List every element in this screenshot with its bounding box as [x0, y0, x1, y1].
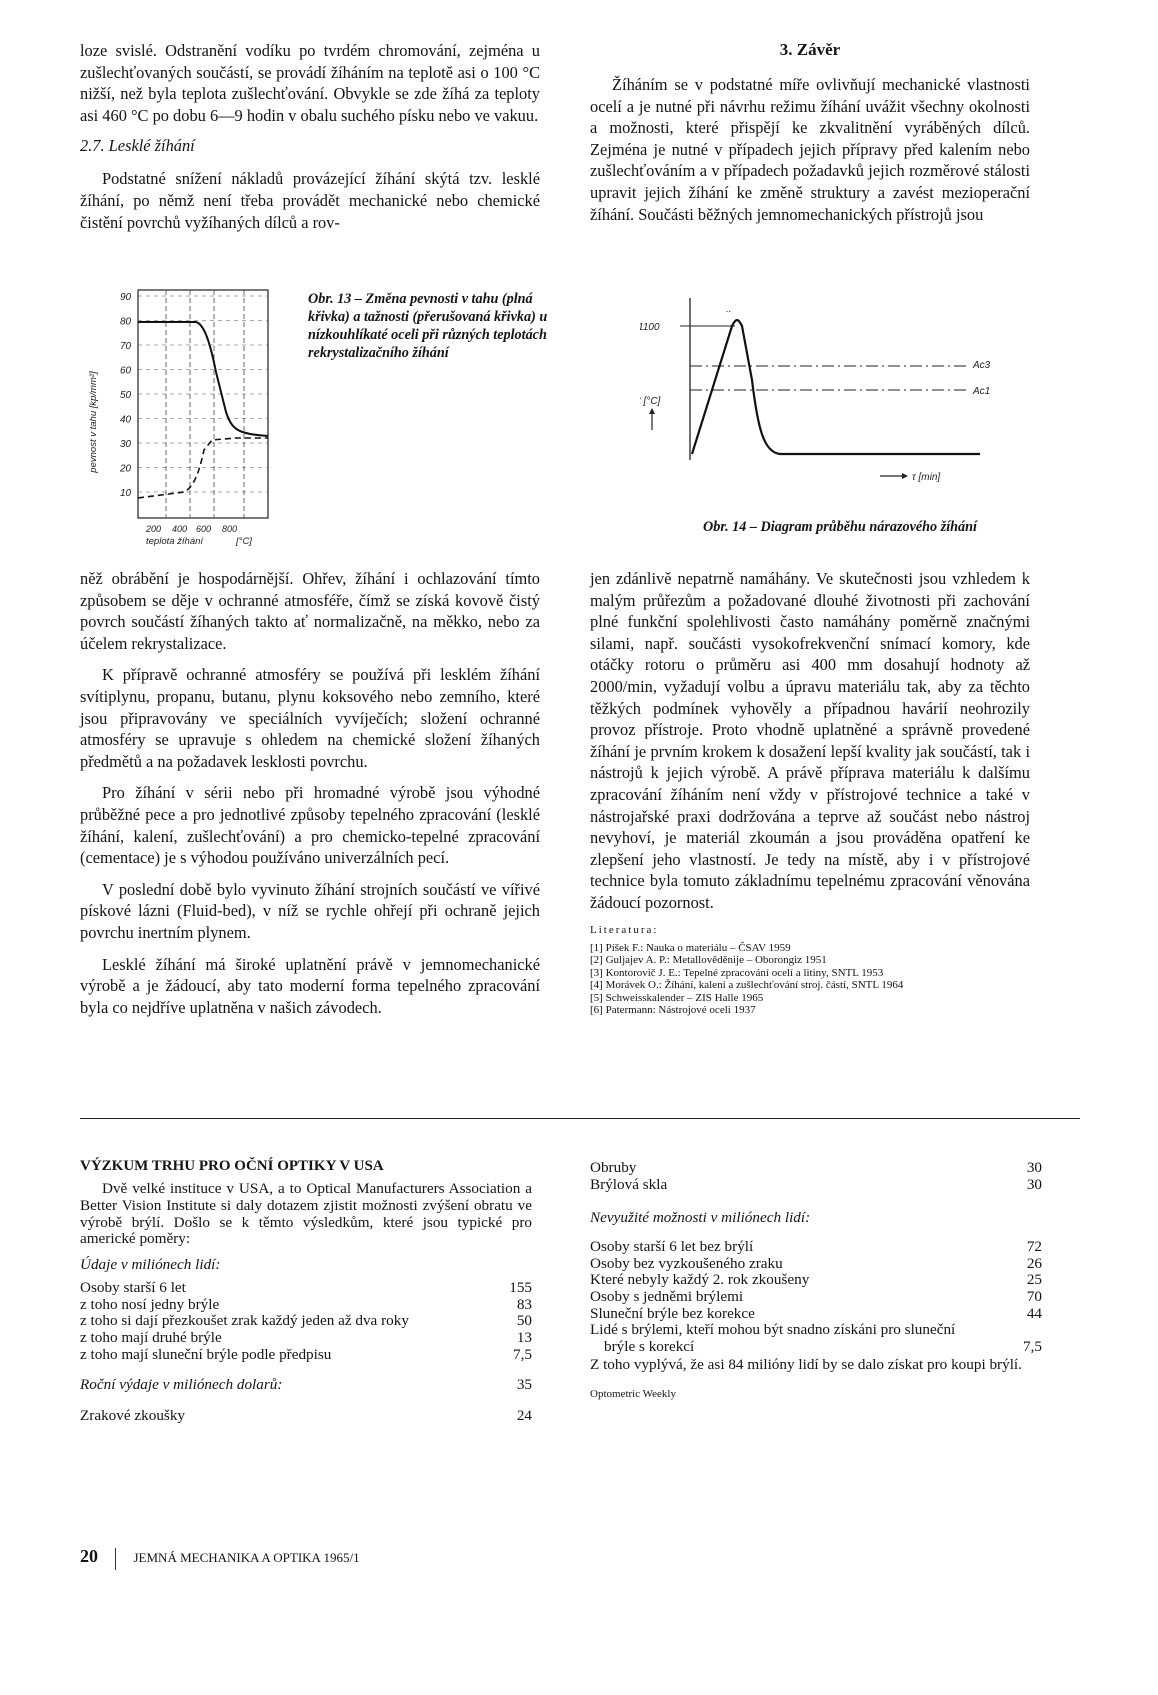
list-item-label: Osoby bez vyzkoušeného zraku: [590, 1254, 783, 1272]
paragraph: K přípravě ochranné atmosféry se používá při lesklém žíhání svítiplynu, propanu, butanu, plynu koksového nebo zemního, které jsou připravovány ve speciálních vyvíječích; složení ochranné atmosféry se upravuje s ohledem na chemické složení žíhaných předmětů a na požadavek lesklosti povrchu.: [80, 665, 540, 771]
list-item: Lidé s brýlemi, kteří mohou být snadno získáni pro sluneční: [590, 1321, 956, 1339]
list-item: [590, 1289, 1042, 1306]
list-item-value: 83: [516, 1295, 532, 1313]
ductility-curve: [138, 438, 268, 498]
paragraph: něž obrábění je hospodárnější. Ohřev, žíhání i ochlazování tímto způsobem se děje v ochranné atmosféře, čímž se získá kovově čistý povrch součástí žíhaných takto ať normalizačně, na měkko, nebo za účelem rekrystalizace.: [80, 569, 540, 653]
list-item-value: 155: [509, 1279, 532, 1297]
list-item: [80, 1330, 532, 1347]
x-tick-label: 800: [222, 524, 238, 534]
y-tick-label: 30: [120, 439, 132, 450]
list-item-value: 30: [1026, 1159, 1042, 1176]
reference-item: [1] Píšek F.: Nauka o materiálu – ČSAV 1959: [590, 941, 791, 954]
y-tick-label: 1100: [640, 322, 660, 333]
col2-bottom: [590, 568, 1030, 1017]
list-item-value: 50: [516, 1312, 532, 1330]
figure-14: [640, 290, 1040, 500]
page-number: 20: [80, 1546, 98, 1566]
section-heading: 2.7. Lesklé žíhání: [80, 136, 195, 156]
x-axis-label: τ [min]: [912, 472, 941, 483]
paragraph: jen zdánlivě nepatrně namáhány. Ve skutečnosti jsou vzhledem k malým průřezům a požadované dlouhé životnosti při zachování plné funkční spolehlivosti často namáhány poměrně značnými silami, např. součásti vysokofrekvenční snímací komory, kde otáčky rotoru o průměru asi 400 mm dosahují hodnoty až 2000/min, vyžadují volbu a úpravu materiálu tak, aby za těchto těžkých podmínek vyhověly a případnou havárií neohrozily provoz přístroje. Proto vhodně uplatněné a správně provedené žíhání je prvním krokem k dosažení lepší kvality jak součástí, tak i nástrojů k jejich výrobě. A právě příprava materiálu k dalšímu zpracování žíháním není vždy v přístrojové technice a také v nástrojařské praxi dodržována a teprve až součást nebo nástroj nevyhoví, je materiál zkoumán a jsou prováděna opatření ke zlepšení jeho vlastností. Je tedy na místě, aby i v přístrojové technice byla tomuto základnímu tepelnému zpracování věnována žádoucí pozornost.: [590, 569, 1030, 912]
list-item: [590, 1160, 1042, 1177]
stats-list: [590, 1160, 1042, 1193]
x-tick-label: 200: [146, 524, 162, 534]
list-item-label: Které nebyly každý 2. rok zkoušeny: [590, 1271, 810, 1289]
list-item: [80, 1297, 532, 1314]
paragraph: V poslední době bylo vyvinuto žíhání strojních součástí ve vířivé pískové lázni (Fluid-bed), v níž se rychle ohřejí při ochraně jejich povrchu inertním plynem.: [80, 879, 540, 942]
list-item-label: z toho si dají přezkoušet zrak každý jeden až dva roky: [80, 1312, 409, 1330]
y-tick-label: 80: [120, 316, 132, 328]
paragraph: Pro žíhání v sérii nebo při hromadné výrobě jsou výhodné průběžné pece a pro jednotlivé způsoby tepelného zpracování (lesklé žíhání, kalení, zušlechťování) a pro chemicko-tepelné zpracování (cementace) je s výhodou používáno univerzálních pecí.: [80, 783, 540, 868]
y-axis-label: t [°C]: [640, 396, 661, 407]
plot-frame: [138, 290, 268, 518]
list-item-label: Osoby starší 6 let: [80, 1279, 186, 1297]
box-conclusion: Z toho vyplývá, že asi 84 milióny lidí by se dalo získat pro koupi brýlí.: [590, 1356, 1022, 1374]
list-item-value: 26: [1026, 1254, 1042, 1272]
list-item-value: 25: [1026, 1271, 1042, 1289]
box-title: VÝZKUM TRHU PRO OČNÍ OPTIKY V USA: [80, 1158, 384, 1174]
y-tick-label: 90: [120, 292, 132, 303]
col1-top: [80, 40, 540, 243]
y-tick-label: 70: [120, 341, 132, 352]
y-tick-label: 10: [120, 488, 132, 499]
figure-14-caption: Obr. 14 – Diagram průběhu nárazového žíhání: [703, 519, 977, 535]
x-tick-label: 600: [196, 524, 212, 534]
list-item-value: 13: [516, 1328, 532, 1346]
box-subheading: Nevyužité možnosti v miliónech lidí:: [590, 1209, 811, 1227]
figure-14-plot: [640, 290, 1040, 500]
stats-list: [80, 1280, 532, 1363]
box-subheading: Roční výdaje v miliónech dolarů:: [80, 1376, 283, 1394]
references-list: [590, 942, 1030, 1018]
y-axis-label: pevnost v tahu [kp/mm²]: [88, 371, 99, 473]
list-item-value: 72: [1026, 1238, 1042, 1256]
y-tick-label: 50: [120, 390, 132, 401]
tensile-strength-curve: [138, 322, 268, 436]
list-item-label: Zrakové zkoušky: [80, 1406, 186, 1424]
figure-13-plot: [86, 282, 296, 557]
list-item-value: 30: [1026, 1175, 1042, 1193]
list-item: [80, 1347, 532, 1364]
y-tick-label: 60: [120, 365, 132, 377]
page-footer: [80, 1546, 360, 1570]
list-item-label: Sluneční brýle bez korekce: [590, 1304, 755, 1322]
figure-13: [86, 282, 296, 557]
x-tick-label: 400: [172, 524, 188, 534]
paragraph: loze svislé. Odstranění vodíku po tvrdém chromování, zejména u zušlechťovaných součástí, se provádí žíháním na teplotě asi o 100 °C nižší, než byla teplota zušlechťování. Obvykle se zde žíhá za teploty asi 460 °C po dobu 6—9 hodin v obalu suchého písku nebo ve vakuu.: [80, 41, 540, 125]
grid-lines: [138, 290, 268, 518]
box-subheading: Údaje v miliónech lidí:: [80, 1256, 221, 1274]
paragraph: Lesklé žíhání má široké uplatnění právě v jemnomechanické výrobě a je žádoucí, aby tato moderní forma tepelného zpracování byla co nejdříve uplatněna v našich závodech.: [80, 954, 540, 1017]
list-item-label: Osoby s jedněmi brýlemi: [590, 1287, 744, 1305]
list-item: [590, 1239, 1042, 1256]
list-item: [80, 1408, 532, 1425]
box-left: [80, 1158, 532, 1424]
section-heading: 3. Závěr: [779, 40, 841, 59]
list-item: [590, 1272, 1042, 1289]
ac1-label: Ac1: [973, 386, 991, 397]
list-item: [80, 1313, 532, 1330]
col2-top: [590, 40, 1030, 235]
list-item: [590, 1256, 1042, 1273]
col1-bottom: [80, 568, 540, 1028]
annealing-curve: [692, 320, 980, 454]
list-item-label: Brýlová skla: [590, 1175, 668, 1193]
list-item: Roční výdaje v miliónech dolarů: 35: [80, 1376, 532, 1394]
reference-item: [4] Morávek O.: Žíhání, kalení a zušlechťování stroj. částí, SNTL 1964: [590, 979, 904, 992]
y-tick-label: 20: [120, 463, 132, 475]
reference-item: [6] Patermann: Nástrojové oceli 1937: [590, 1004, 756, 1017]
stats-list: [80, 1408, 532, 1425]
list-item: brýle s korekcí 7,5: [604, 1337, 1042, 1355]
box-right: [590, 1160, 1042, 1400]
y-tick-label: 40: [120, 414, 132, 426]
journal-name: JEMNÁ MECHANIKA A OPTIKA 1965/1: [133, 1550, 360, 1565]
list-item-label: z toho nosí jedny brýle: [80, 1295, 220, 1313]
list-item-value: 24: [516, 1406, 532, 1424]
references-title: Literatura:: [590, 923, 659, 936]
reference-item: [2] Guljajev A. P.: Metallověděnije – Oborongiz 1951: [590, 954, 827, 967]
reference-item: [3] Kontorovič J. E.: Tepelné zpracování ocelí a litiny, SNTL 1953: [590, 966, 884, 979]
list-item-value: 70: [1026, 1287, 1042, 1305]
svg-text:..: ..: [726, 304, 732, 315]
list-item: [590, 1306, 1042, 1323]
reference-item: [5] Schweisskalender – ZIS Halle 1965: [590, 991, 764, 1004]
x-axis-unit: [°C]: [236, 536, 252, 547]
list-item-value: 44: [1026, 1304, 1042, 1322]
paragraph: Žíháním se v podstatné míře ovlivňují mechanické vlastnosti ocelí a je nutné při návrhu režimu žíhání uvážit všechny okolnosti a možnosti, které přispějí ke zkvalitnění vyráběných dílců. Zejména je nutné v případech jejich přípravy před kalením nebo zušlechťováním a v případech požadavků jejich rozměrové stálosti upravit jejich žíhání ke změně struktury a zavést mezioperační žíhání. Součásti běžných jemnomechanických přístrojů jsou: [590, 75, 1030, 224]
paragraph: Podstatné snížení nákladů provázející žíhání skýtá tzv. lesklé žíhání, po němž není třeba provádět mechanické nebo chemické čistění povrchů vyžíhaných dílců a rov-: [80, 169, 540, 232]
list-item-value: 7,5: [513, 1345, 532, 1363]
section-divider: [80, 1118, 1080, 1119]
figure-13-caption: Obr. 13 – Změna pevnosti v tahu (plná křivka) a tažnosti (přerušovaná křivka) u nízkouhlíkaté oceli při různých teplotách rekrystalizačního žíhání: [308, 291, 548, 361]
ac3-label: Ac3: [973, 360, 991, 371]
box-source: Optometric Weekly: [590, 1388, 676, 1401]
x-axis-label: teplota žíhání: [146, 536, 204, 547]
list-item-label: Obruby: [590, 1159, 637, 1176]
box-intro: Dvě velké instituce v USA, a to Optical Manufacturers Association a Better Vision Institute si daly dotazem zjistit možnosti zvýšení obratu ve výrobě brýlí. Došlo se k těmto výsledkům, které jsou typické pro americké poměry:: [80, 1180, 532, 1248]
list-item: [80, 1280, 532, 1297]
list-item-label: z toho mají sluneční brýle podle předpisu: [80, 1345, 332, 1363]
list-item-label: z toho mají druhé brýle: [80, 1328, 222, 1346]
stats-list: [590, 1239, 1042, 1322]
list-item-label: Osoby starší 6 let bez brýlí: [590, 1238, 754, 1256]
list-item: [590, 1177, 1042, 1194]
